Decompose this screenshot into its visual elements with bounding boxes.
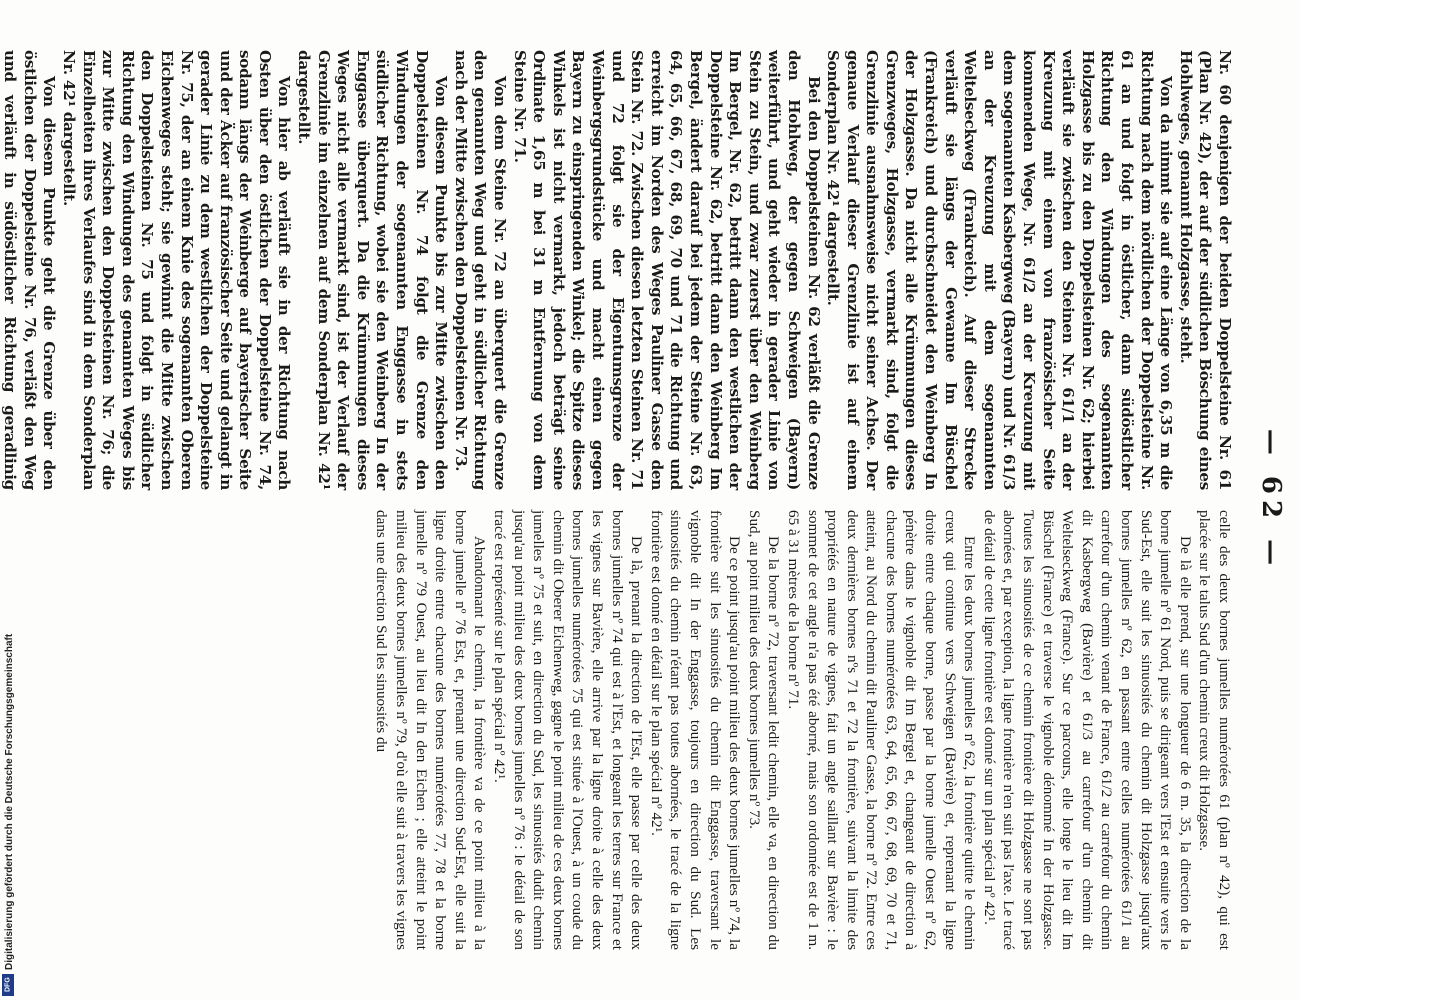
digitization-footer — [0, 600, 16, 1000]
german-paragraph: Von dem Steine Nr. 72 an überquert die Grenze den genannten Weg und geht in südlicher Richtung nach der Mitte zwischen den Doppelsteinen Nr. 73. — [451, 50, 510, 490]
french-paragraph: De là elle prend, sur une longueur de 6 m. 35, la direction de la borne jumelle nº 61 Nord, puis se dirigeant vers l'Est et ensuite vers le Sud-Est, elle suit les sinuosités du chemin dit Holzgasse jusqu'aux bornes jumelles nº 62, en passant entre celles numérotées 61/1 au carrefour d'un chemin venant de France, 61/2 au carrefour du chemin dit Kasbergweg (Bavière) et 61/3 au carrefour d'un chemin dit Weltelseckweg (France). Sur ce parcours, elle longe le lieu dit Im Büschel (France) et traverse le vignoble dénommé In der Holzgasse. Toutes les sinuosités de ce chemin frontière dit Holzgasse ne sont pas abornées et, par exception, la ligne frontière n'en suit pas l'axe. Le tracé de détail de cette ligne frontière est donné sur un plan spécial nº 42¹. — [980, 510, 1194, 950]
french-paragraph: celle des deux bornes jumelles numérotées 61 (plan nº 42), qui est placée sur le talus Sud d'un chemin creux dit Holzgasse. — [1196, 510, 1233, 950]
dfg-logo: DFG — [2, 974, 14, 996]
french-paragraph: Entre les deux bornes jumelles nº 62, la frontière quitte le chemin creux qui continue vers Schweigen (Bavière) et, reprenant la ligne droite entre chaque borne, passe par la borne jumelle Ouest nº 62, pénètre dans le vignoble dit Im Bergel et, changeant de direction à chacune des bornes numérotées 63, 64, 65, 66, 67, 68, 69, 70 et 71, atteint, au Nord du chemin dit Pauliner Gasse, la borne nº 72. Entre ces deux dernières bornes nºs 71 et 72 la frontière, suivant la limite des propriétés en nature de vignes, fait un angle saillant sur Bavière : le sommet de cet angle n'a pas été aborné, mais son ordonnée est de 1 m. 65 à 31 mètres de la borne nº 71. — [784, 510, 979, 950]
french-paragraph: De ce point jusqu'au point milieu des deux bornes jumelles nº 74, la frontière suit les sinuosités du chemin dit Enggasse, traversant le vignoble dit In der Enggasse, toujours en direction du Sud. Les sinuosités du chemin n'étant pas toutes abornées, le tracé de la ligne frontière est donné en détail sur le plan spécial nº 42¹. — [647, 510, 744, 950]
footer-credit: Digitalisierung gefördert durch die Deutsche Forschungsgemeinschaft — [4, 633, 15, 970]
german-paragraph: Von diesem Punkte geht die Grenze über den östlichen der Doppelsteine Nr. 76, verläßt den Weg und verläuft in südöstlicher Richtung geradlinig — [1, 50, 59, 490]
german-paragraph: Nr. 60 denjenigen der beiden Doppelsteine Nr. 61 (Plan Nr. 42), der auf der südlichen Böschung eines Hohlweges, genannt Holzgasse, steht. — [1176, 50, 1234, 490]
page-number: — 62 — — [1256, 428, 1286, 572]
german-paragraph: Von hier ab verläuft sie in der Richtung nach Osten über den östlichen der Doppelsteine Nr. 74, sodann längs der Weinberge auf bayerischer Seite und der Äcker auf französischer Seite und gelangt in gerader Linie zu dem westlichen der Doppelsteine Nr. 75, der an einem Knie des sogenannten Oberen Eichenweges steht; sie gewinnt die Mitte zwischen den Doppelsteinen Nr. 75 und folgt in südlicher Richtung den Windungen des genannten Weges bis zur Mitte zwischen den Doppelsteinen Nr. 76; die Einzelheiten ihres Verlaufes sind in dem Sonderplan Nr. 42¹ dargestellt. — [59, 50, 294, 490]
german-paragraph: Bei den Doppelsteinen Nr. 62 verläßt die Grenze den Hohlweg, der gegen Schweigen (Bayern) weiterführt, und geht wieder in gerader Linie von Stein zu Stein, und zwar zuerst über den Weinberg Im Bergel, Nr. 62, betritt dann den westlichen der Doppelsteine Nr. 62, betritt dann den Weinberg Im Bergel, ändert darauf bei jedem der Steine Nr. 63, 64, 65, 66, 67, 68, 69, 70 und 71 die Richtung und erreicht im Norden des Weges Pauliner Gasse den Stein Nr. 72. Zwischen diesen letzten Steinen Nr. 71 und 72 folgt sie der Eigentumsgrenze der Weinbergsgrundstücke und macht einen gegen Bayern zu einspringenden Winkel; die Spitze dieses Winkels ist nicht vermarkt, jedoch beträgt seine Ordinate 1,65 m bei 31 m Entfernung von dem Steine Nr. 71. — [510, 50, 823, 490]
french-paragraph: Abandonnant le chemin, la frontière va de ce point milieu à la borne jumelle nº 76 Est, et, prenant une direction Sud-Est, elle suit la ligne droite entre chacune des bornes numérotées 77, 78 et la borne jumelle nº 79 Ouest, au lieu dit In den Eichen ; elle atteint le point milieu des deux bornes jumelles nº 79, d'où elle suit à travers les vignes dans une direction Sud les sinuosités du — [373, 510, 489, 950]
german-paragraph: Von diesem Punkte bis zur Mitte zwischen den Doppelsteinen Nr. 74 folgt die Grenze den Windungen der sogenannten Enggasse in stets südlicher Richtung, wobei sie den Weinberg In der Enggasse überquert. Da die Krümmungen dieses Weges nicht alle vermarkt sind, ist der Verlauf der Grenzlinie im einzelnen auf dem Sonderplan Nr. 42¹ dargestellt. — [295, 50, 451, 490]
german-column — [0, 50, 1234, 490]
french-paragraph: De là, prenant la direction de l'Est, elle passe par celle des deux bornes jumelles nº 74 qui est à l'Est, et longeant les terres sur France et les vignes sur Bavière, elle arrive par la ligne droite à celle des deux bornes jumelles numérotées 75 qui est située à l'Ouest, à un coude du chemin dit Oberer Eichenweg, gagne le point milieu de ces deux bornes jumelles nº 75 et suit, en direction du Sud, les sinuosités dudit chemin jusqu'au point milieu des deux bornes jumelles nº 76 : le détail de son tracé est représenté sur le plan spécial nº 42¹. — [491, 510, 646, 950]
french-column — [372, 510, 1234, 950]
french-paragraph: De la borne nº 72, traversant ledit chemin, elle va, en direction du Sud, au point milieu des deux bornes jumelles nº 73. — [745, 510, 783, 950]
german-paragraph: Von da nimmt sie auf eine Länge von 6,35 m die Richtung nach dem nördlichen der Doppelsteine Nr. 61 an und folgt in östlicher, dann südöstlicher Richtung den Windungen des sogenannten Holzgasse bis zu den Doppelsteinen Nr. 62; hierbei verläuft sie zwischen den Steinen Nr. 61/1 an der Kreuzung mit einem von französischer Seite kommenden Wege, Nr. 61/2 an der Kreuzung mit dem sogenannten Kasbergweg (Bayern) und Nr. 61/3 an der Kreuzung mit dem sogenannten Weltelseckweg (Frankreich). Auf dieser Strecke verläuft sie längs der Gewanne Im Büschel (Frankreich) und durchschneidet den Weinberg In der Holzgasse. Da nicht alle Krümmungen dieses Grenzweges, Holzgasse, vermarkt sind, folgt die Grenzlinie ausnahmsweise nicht seiner Achse. Der genaue Verlauf dieser Grenzlinie ist auf einem Sonderplan Nr. 42¹ dargestellt. — [824, 50, 1176, 490]
